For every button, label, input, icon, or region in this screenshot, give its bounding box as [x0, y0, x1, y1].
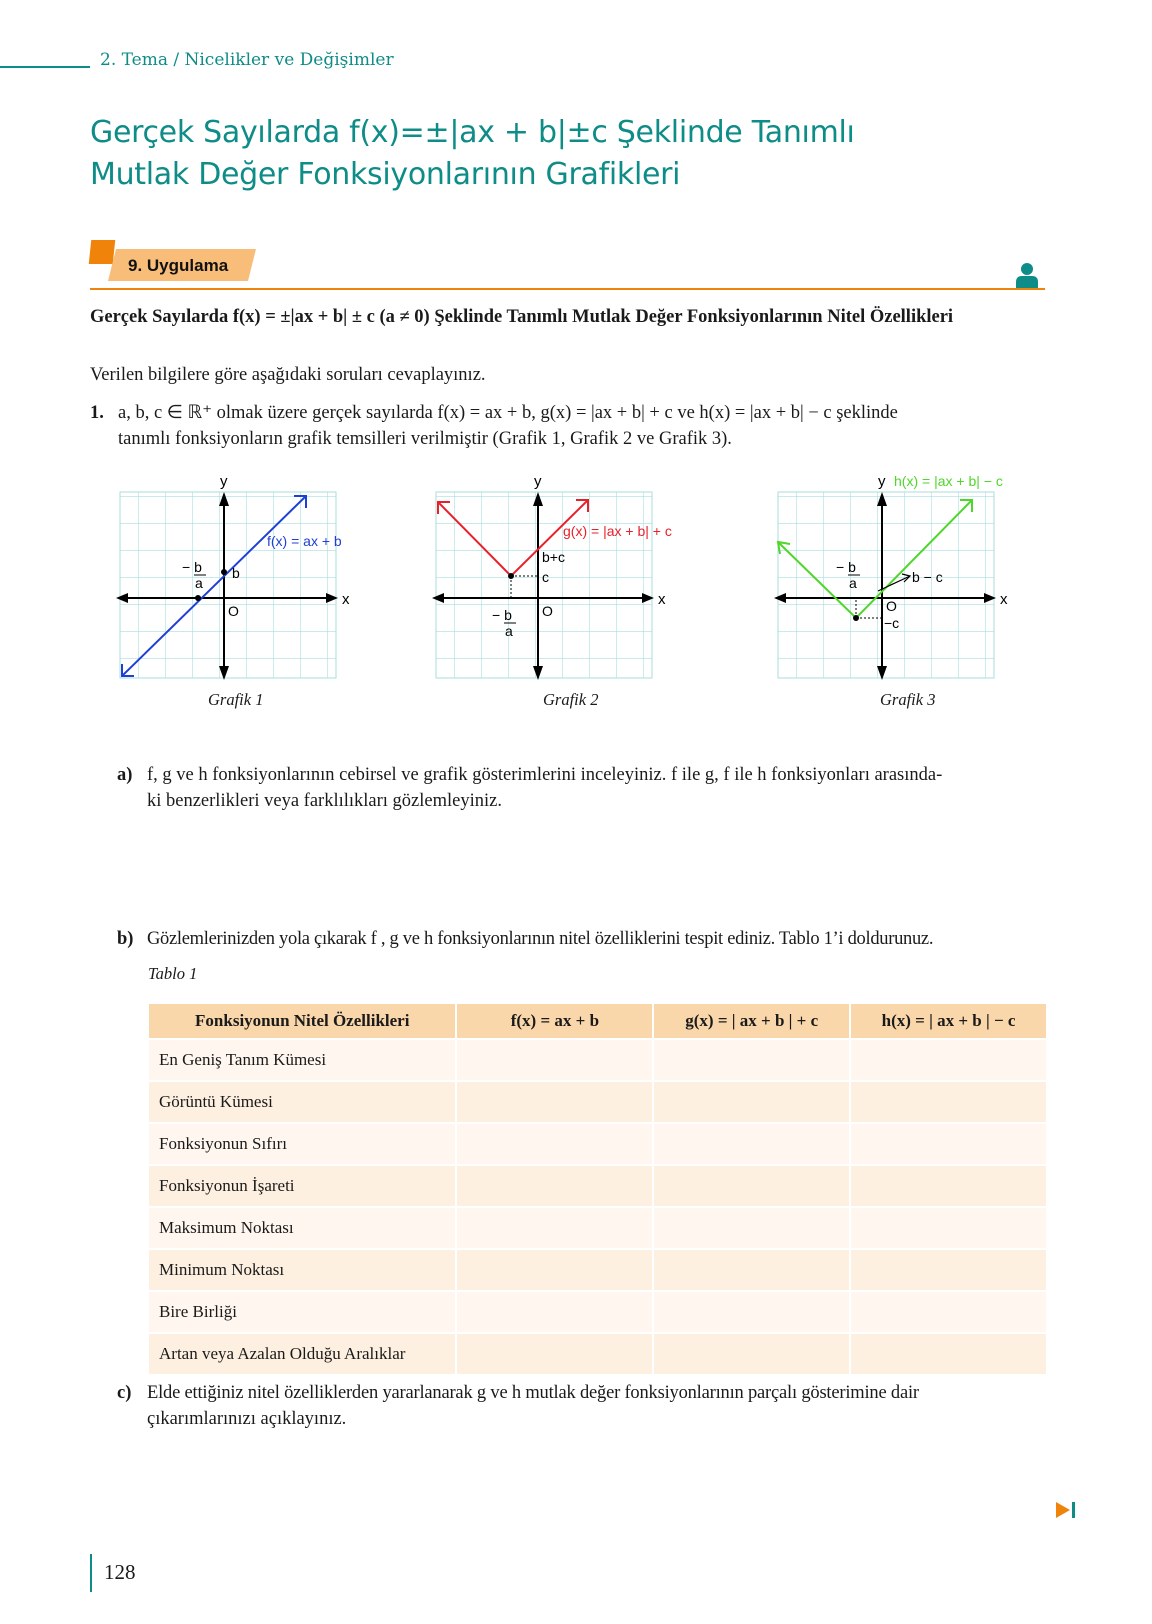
part-a-line-2: ki benzerlikleri veya farklılıkları gözlemleyiniz.: [147, 791, 502, 811]
graph-1-caption: Grafik 1: [208, 690, 264, 709]
person-icon: [1016, 262, 1038, 288]
table-header-properties: Fonksiyonun Nitel Özellikleri: [149, 1004, 455, 1038]
table-header-h: h(x) = | ax + b | − c: [851, 1004, 1046, 1038]
svg-text:f(x) = ax + b: f(x) = ax + b: [267, 533, 342, 549]
cell-input[interactable]: [851, 1040, 1046, 1080]
svg-text:− b: − b: [836, 559, 856, 575]
svg-text:x: x: [342, 591, 350, 608]
table-row: Bire Birliği: [149, 1292, 1046, 1332]
title-line-1: Gerçek Sayılarda f(x)=±|ax + b|±c Şeklinde Tanımlı: [90, 115, 855, 150]
svg-text:O: O: [542, 603, 553, 619]
cell-input[interactable]: [851, 1250, 1046, 1290]
svg-text:− b: − b: [182, 559, 202, 575]
svg-text:a: a: [195, 575, 203, 591]
cell-input[interactable]: [851, 1208, 1046, 1248]
table-row: Minimum Noktası: [149, 1250, 1046, 1290]
svg-text:x: x: [658, 591, 666, 608]
cell-input[interactable]: [457, 1250, 652, 1290]
title-line-2: Mutlak Değer Fonksiyonlarının Grafikleri: [90, 157, 681, 192]
part-b-label: b): [117, 929, 134, 949]
table-row: Fonksiyonun İşareti: [149, 1166, 1046, 1206]
graph-2-caption: Grafik 2: [543, 690, 599, 709]
part-a: [117, 762, 1052, 814]
svg-text:−c: −c: [884, 615, 900, 631]
properties-table: [147, 1002, 1048, 1376]
cell-input[interactable]: [851, 1292, 1046, 1332]
page-number: 128: [104, 1560, 136, 1584]
part-a-line-1: f, g ve h fonksiyonlarının cebirsel ve grafik gösterimlerini inceleyiniz. f ile g, f ile h fonksiyonları arasında-: [147, 765, 943, 785]
question-line-2: tanımlı fonksiyonların grafik temsilleri verilmiştir (Grafik 1, Grafik 2 ve Grafik 3).: [118, 429, 732, 449]
cell-input[interactable]: [654, 1250, 849, 1290]
svg-text:y: y: [878, 473, 886, 490]
cell-input[interactable]: [851, 1334, 1046, 1374]
table-caption: Tablo 1: [148, 964, 198, 983]
subheading: Gerçek Sayılarda f(x) = ±|ax + b| ± c (a ≠ 0) Şeklinde Tanımlı Mutlak Değer Fonksiyonlarının Nitel Özellikleri: [90, 307, 954, 327]
cell-input[interactable]: [654, 1208, 849, 1248]
cell-input[interactable]: [654, 1292, 849, 1332]
instruction: Verilen bilgilere göre aşağıdaki soruları cevaplayınız.: [90, 365, 486, 385]
cell-input[interactable]: [457, 1166, 652, 1206]
part-a-label: a): [117, 765, 133, 785]
table-row: Maksimum Noktası: [149, 1208, 1046, 1248]
svg-text:x: x: [1000, 591, 1008, 608]
page-number-rule: [90, 1554, 92, 1592]
cell-input[interactable]: [457, 1292, 652, 1332]
question-1: [90, 400, 1050, 452]
part-b: [117, 926, 1057, 952]
svg-text:b: b: [232, 565, 240, 581]
svg-text:O: O: [228, 603, 239, 619]
table-row: Görüntü Kümesi: [149, 1082, 1046, 1122]
badge-accent: [89, 240, 116, 264]
cell-input[interactable]: [654, 1124, 849, 1164]
svg-text:h(x) = |ax + b| − c: h(x) = |ax + b| − c: [894, 473, 1003, 489]
graph-3-caption: Grafik 3: [880, 690, 936, 709]
part-b-text: Gözlemlerinizden yola çıkarak f , g ve h fonksiyonlarının nitel özelliklerini tespit ediniz. Tablo 1’i doldurunuz.: [147, 929, 934, 949]
graph-3: [770, 470, 1032, 685]
svg-text:c: c: [542, 569, 549, 585]
cell-input[interactable]: [457, 1040, 652, 1080]
svg-text:a: a: [849, 575, 857, 591]
svg-text:− b: − b: [492, 607, 512, 623]
cell-input[interactable]: [851, 1166, 1046, 1206]
part-c-label: c): [117, 1383, 132, 1403]
page-title: [90, 112, 855, 196]
svg-text:a: a: [505, 623, 513, 639]
part-c-line-2: çıkarımlarınızı açıklayınız.: [147, 1409, 347, 1429]
graph-2: [428, 470, 688, 685]
table-header-f: f(x) = ax + b: [457, 1004, 652, 1038]
question-line-1: a, b, c ∈ ℝ⁺ olmak üzere gerçek sayılarda f(x) = ax + b, g(x) = |ax + b| + c ve h(x) = |ax + b| − c şeklinde: [118, 403, 898, 423]
svg-text:y: y: [534, 473, 542, 490]
cell-input[interactable]: [654, 1040, 849, 1080]
table-row: Fonksiyonun Sıfırı: [149, 1124, 1046, 1164]
cell-input[interactable]: [654, 1334, 849, 1374]
table-row: Artan veya Azalan Olduğu Aralıklar: [149, 1334, 1046, 1374]
cell-input[interactable]: [457, 1334, 652, 1374]
cell-input[interactable]: [654, 1082, 849, 1122]
breadcrumb: 2. Tema / Nicelikler ve Değişimler: [100, 50, 394, 70]
cell-input[interactable]: [851, 1082, 1046, 1122]
header-rule: [0, 66, 90, 68]
question-number: 1.: [90, 403, 104, 423]
svg-text:b+c: b+c: [542, 549, 565, 565]
cell-input[interactable]: [654, 1166, 849, 1206]
cell-input[interactable]: [457, 1208, 652, 1248]
cell-input[interactable]: [457, 1124, 652, 1164]
svg-text:y: y: [220, 473, 228, 490]
section-rule: [90, 288, 1045, 290]
part-c-line-1: Elde ettiğiniz nitel özelliklerden yararlanarak g ve h mutlak değer fonksiyonlarının parçalı gösterimine dair: [147, 1383, 919, 1403]
activity-badge-label: 9. Uygulama: [128, 256, 229, 275]
table-header-g: g(x) = | ax + b | + c: [654, 1004, 849, 1038]
svg-text:g(x) = |ax + b| + c: g(x) = |ax + b| + c: [563, 523, 672, 539]
table-row: En Geniş Tanım Kümesi: [149, 1040, 1046, 1080]
svg-text:O: O: [886, 598, 897, 614]
next-page-icon[interactable]: [1056, 1502, 1078, 1518]
part-c: [117, 1380, 1057, 1432]
cell-input[interactable]: [851, 1124, 1046, 1164]
svg-text:b − c: b − c: [912, 569, 943, 585]
graph-1: [112, 470, 362, 685]
cell-input[interactable]: [457, 1082, 652, 1122]
